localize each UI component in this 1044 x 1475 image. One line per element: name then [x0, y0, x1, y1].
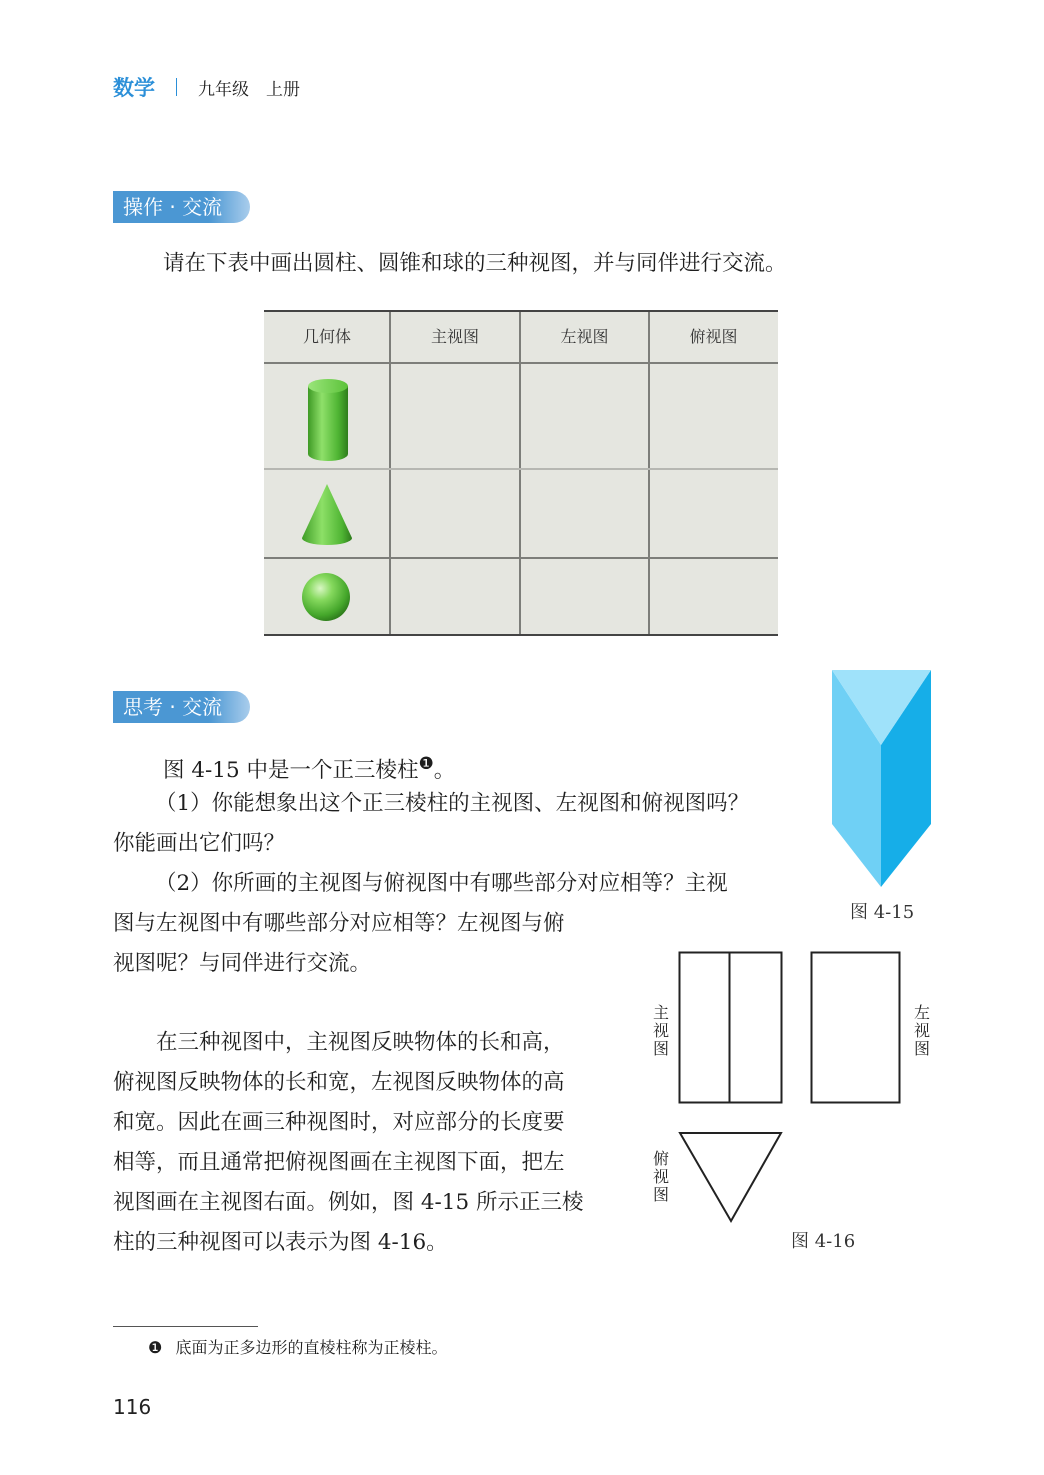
explanation-line-3: 和宽。因此在画三种视图时，对应部分的长度要	[113, 1110, 565, 1135]
section-label-thinking: 思考 · 交流	[113, 691, 250, 723]
triangular-prism-figure	[830, 668, 934, 890]
page-number: 116	[113, 1395, 152, 1419]
top-view-label: 俯 视 图	[652, 1149, 669, 1204]
footnote-divider	[113, 1326, 258, 1327]
table-header-front-view: 主视图	[430, 327, 479, 346]
table-divider	[389, 312, 391, 634]
question-2-line-3: 视图呢？与同伴进行交流。	[113, 951, 372, 976]
table-divider	[648, 312, 650, 634]
question-1-line-1: （1）你能想象出这个正三棱柱的主视图、左视图和俯视图吗？	[155, 791, 750, 816]
table-divider	[264, 557, 778, 559]
footnote-marker: ❶	[148, 1338, 163, 1357]
header-divider	[176, 78, 177, 96]
footnote	[148, 1335, 447, 1358]
explanation-line-4: 相等，而且通常把俯视图画在主视图下面，把左	[113, 1150, 565, 1175]
left-view-label: 左 视 图	[913, 1003, 930, 1058]
question-2-line-2: 图与左视图中有哪些部分对应相等？左视图与俯	[113, 911, 565, 936]
question-2-line-1: （2）你所画的主视图与俯视图中有哪些部分对应相等？主视	[155, 871, 728, 896]
top-view-drawing	[678, 1131, 784, 1225]
grade-label: 九年级 上册	[198, 80, 300, 100]
sphere-icon	[300, 571, 352, 623]
instruction-text: 请在下表中画出圆柱、圆锥和球的三种视图，并与同伴进行交流。	[163, 251, 787, 276]
explanation-line-6: 柱的三种视图可以表示为图 4-16。	[113, 1230, 448, 1255]
intro-end: 。	[433, 758, 456, 784]
table-header-top-view: 俯视图	[689, 327, 738, 346]
explanation-line-5: 视图画在主视图右面。例如，图 4-15 所示正三棱	[113, 1190, 584, 1215]
explanation-line-1: 在三种视图中，主视图反映物体的长和高，	[113, 1030, 565, 1055]
question-1-line-2: 你能画出它们吗？	[113, 831, 286, 856]
left-view-drawing	[810, 951, 902, 1105]
front-view-drawing	[678, 951, 784, 1105]
table-divider	[264, 468, 778, 470]
section-label-operation: 操作 · 交流	[113, 191, 250, 223]
explanation-line-2: 俯视图反映物体的长和宽，左视图反映物体的高	[113, 1070, 565, 1095]
table-header-left-view: 左视图	[560, 327, 609, 346]
views-table	[264, 310, 778, 636]
front-view-label: 主 视 图	[652, 1003, 669, 1058]
intro-text: 图 4-15 中是一个正三棱柱	[163, 758, 419, 784]
footnote-ref[interactable]: ❶	[418, 754, 434, 774]
figure-4-15-caption: 图 4-15	[850, 902, 915, 923]
subject-title: 数学	[113, 76, 155, 100]
footnote-text: 底面为正多边形的直棱柱称为正棱柱。	[175, 1338, 448, 1357]
table-divider	[519, 312, 521, 634]
cylinder-icon	[300, 376, 356, 464]
table-divider	[264, 362, 778, 364]
cone-icon	[298, 482, 358, 548]
table-header-solid: 几何体	[302, 327, 351, 346]
figure-4-16-caption: 图 4-16	[791, 1231, 856, 1252]
